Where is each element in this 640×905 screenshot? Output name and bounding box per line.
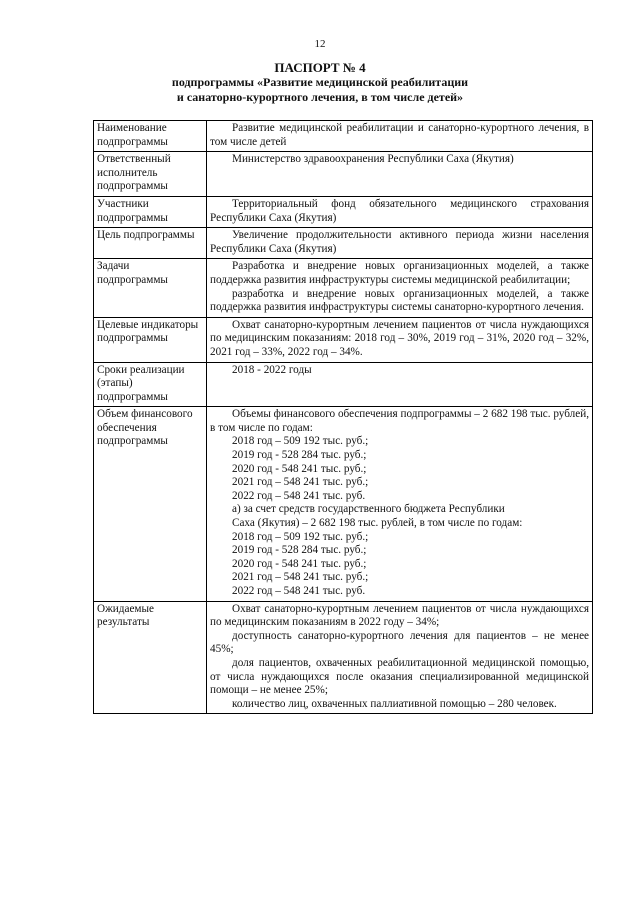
funding-year: 2020 год - 548 241 тыс. руб.; [232, 462, 367, 475]
row-label: Задачи подпрограммы [94, 259, 207, 317]
row-content [207, 601, 593, 714]
budget-line: а) за счет средств государственного бюджета Республики [232, 503, 505, 516]
row-content [207, 228, 593, 259]
row-content [207, 362, 593, 407]
row-label: Цель подпрограммы [94, 228, 207, 259]
row-content [207, 196, 593, 227]
title-line-2: подпрограммы «Развитие медицинской реабилитации [171, 75, 469, 89]
row-text: разработка и внедрение новых организационных моделей, а также поддержка развития инфраструктуры системы санаторно-курортного лечения. [210, 287, 589, 314]
table-row-goal [94, 228, 593, 259]
table-row-participants [94, 196, 593, 227]
row-label: Участники подпрограммы [94, 196, 207, 227]
row-text: количество лиц, охваченных паллиативной помощью – 280 человек. [232, 697, 557, 710]
row-text: доступность санаторно-курортного лечения для пациентов – не менее 45%; [210, 629, 589, 656]
table-row-name [94, 121, 593, 152]
budget-year: 2022 год – 548 241 тыс. руб. [232, 585, 366, 597]
budget-line: Саха (Якутия) – 2 682 198 тыс. рублей, в том числе по годам: [232, 517, 523, 530]
passport-table [93, 120, 593, 714]
funding-year: 2022 год – 548 241 тыс. руб. [232, 489, 366, 502]
table-row-executor [94, 152, 593, 197]
funding-year: 2021 год – 548 241 тыс. руб.; [232, 476, 369, 489]
budget-year: 2019 год - 528 284 тыс. руб.; [232, 544, 367, 557]
funding-intro: Объемы финансового обеспечения подпрограммы – 2 682 198 тыс. рублей, в том числе по годам: [210, 408, 589, 434]
table-row-funding [94, 407, 593, 601]
budget-year: 2020 год - 548 241 тыс. руб.; [232, 557, 367, 570]
page-number: 12 [314, 38, 326, 50]
document-title [0, 60, 640, 105]
funding-year: 2018 год – 509 192 тыс. руб.; [232, 435, 369, 448]
table-row-indicators [94, 317, 593, 362]
table-row-terms [94, 362, 593, 407]
row-label: Ожидаемые результаты [94, 601, 207, 714]
title-line-1: ПАСПОРТ № 4 [274, 60, 366, 75]
row-label: Целевые индикаторы подпрограммы [94, 317, 207, 362]
title-line-3: и санаторно-курортного лечения, в том числе детей» [176, 90, 464, 104]
row-content [207, 407, 593, 601]
row-content [207, 152, 593, 197]
row-label: Сроки реализации (этапы) подпрограммы [94, 362, 207, 407]
row-text: Развитие медицинской реабилитации и санаторно-курортного лечения, в том числе детей [210, 122, 589, 148]
row-label: Ответственный исполнитель подпрограммы [94, 152, 207, 197]
row-text: Охват санаторно-курортным лечением пациентов от числа нуждающихся по медицинским показаниям в 2022 году – 34%; [210, 602, 589, 629]
funding-year: 2019 год - 528 284 тыс. руб.; [232, 449, 367, 462]
row-content [207, 259, 593, 317]
table-row-results [94, 601, 593, 714]
row-label: Наименование подпрограммы [94, 121, 207, 152]
row-text: Министерство здравоохранения Республики Саха (Якутия) [232, 153, 514, 166]
row-text: Охват санаторно-курортным лечением пациентов от числа нуждающихся по медицинским показаниям: 2018 год – 30%, 2019 год – 31%, 2020 год – 32%, 2021 год – 33%, 2022 год – 34%. [210, 318, 589, 358]
budget-year: 2021 год – 548 241 тыс. руб.; [232, 571, 369, 584]
row-content [207, 121, 593, 152]
row-label: Объем финансового обеспечения подпрограммы [94, 407, 207, 601]
row-text: 2018 - 2022 годы [232, 363, 312, 376]
row-text: Территориальный фонд обязательного медицинского страхования Республики Саха (Якутия) [210, 197, 589, 224]
budget-year: 2018 год – 509 192 тыс. руб.; [232, 530, 369, 543]
row-text: доля пациентов, охваченных реабилитационной медицинской помощью, от числа нуждающихся после оказания специализированной медицинской помощи – не менее 25%; [210, 656, 589, 697]
row-text: Разработка и внедрение новых организационных моделей, а также поддержка развития инфраструктуры системы медицинской реабилитации; [210, 260, 589, 286]
row-text: Увеличение продолжительности активного периода жизни населения Республики Саха (Якутия) [210, 229, 589, 255]
row-content [207, 317, 593, 362]
table-row-tasks [94, 259, 593, 317]
